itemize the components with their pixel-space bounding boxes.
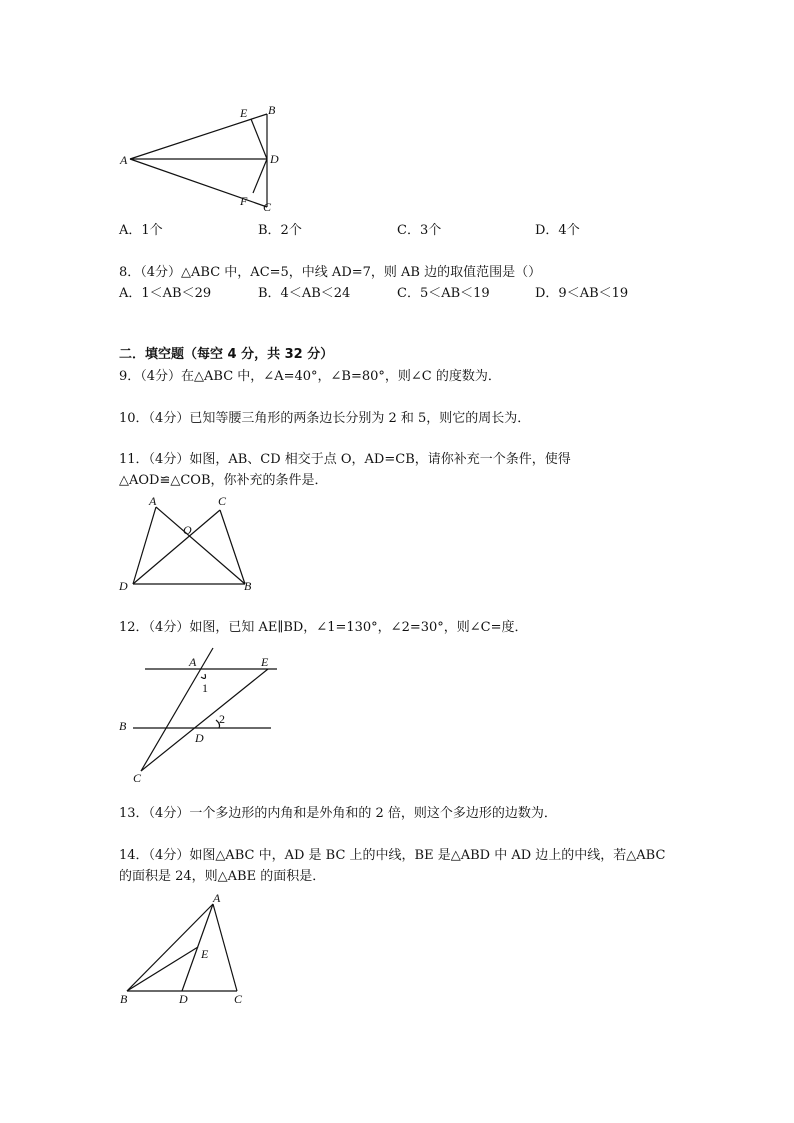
section-title: 二．填空题（每空 4 分，共 32 分） bbox=[119, 347, 334, 362]
q11-figure bbox=[115, 492, 260, 597]
q8-option-a[interactable]: A．1＜AB＜29 bbox=[119, 286, 212, 301]
q14-label-d: D bbox=[179, 992, 188, 1006]
q14-label-e: E bbox=[201, 947, 209, 961]
q14-figure bbox=[115, 890, 260, 1008]
q7-label-b: B bbox=[268, 103, 276, 117]
q7-label-f: F bbox=[240, 194, 248, 208]
q12-label-b: B bbox=[119, 719, 127, 733]
q14-label-b: B bbox=[120, 992, 128, 1006]
q14-stem-line2: 的面积是 24，则△ABE 的面积是． bbox=[119, 869, 326, 884]
q12-label-a: A bbox=[189, 655, 197, 669]
q7-label-e: E bbox=[240, 106, 248, 120]
q8-option-b[interactable]: B．4＜AB＜24 bbox=[258, 286, 351, 301]
q11-label-a: A bbox=[149, 494, 157, 508]
q8-option-d[interactable]: D．9＜AB＜19 bbox=[535, 286, 629, 301]
q11-label-c: C bbox=[218, 494, 227, 508]
q14-label-c: C bbox=[234, 992, 243, 1006]
q7-figure bbox=[115, 100, 285, 215]
q12-label-c: C bbox=[133, 771, 142, 785]
q13-stem: 13．（4分）一个多边形的内角和是外角和的 2 倍，则这个多边形的边数为． bbox=[119, 806, 557, 821]
q9-stem: 9．（4分）在△ABC 中，∠A=40°，∠B=80°，则∠C 的度数为． bbox=[119, 369, 501, 384]
q7-label-a: A bbox=[120, 153, 128, 167]
q11-label-d: D bbox=[119, 579, 128, 593]
q8-stem: 8．（4分）△ABC 中，AC=5，中线 AD=7，则 AB 边的取值范围是（） bbox=[119, 265, 542, 280]
q11-stem-line1: 11．（4分）如图，AB、CD 相交于点 O，AD=CB，请你补充一个条件，使得 bbox=[119, 452, 571, 467]
q14-stem-line1: 14．（4分）如图△ABC 中，AD 是 BC 上的中线，BE 是△ABD 中 AD 边上的中线，若△ABC bbox=[119, 848, 666, 863]
q11-label-b: B bbox=[244, 579, 252, 593]
q7-label-c: C bbox=[263, 200, 272, 214]
q12-figure bbox=[115, 648, 290, 790]
q12-label-angle1: 1 bbox=[202, 681, 208, 695]
q11-label-o: O bbox=[183, 523, 192, 537]
q8-option-c[interactable]: C．5＜AB＜19 bbox=[397, 286, 490, 301]
q7-option-a[interactable]: A．1个 bbox=[119, 223, 163, 238]
q12-label-d: D bbox=[195, 731, 204, 745]
q14-label-a: A bbox=[213, 891, 221, 905]
q12-label-angle2: 2 bbox=[219, 712, 225, 726]
q7-label-d: D bbox=[270, 152, 279, 166]
q12-stem: 12．（4分）如图，已知 AE∥BD，∠1=130°，∠2=30°，则∠C=度． bbox=[119, 620, 528, 635]
q11-stem-line2: △AOD≌△COB，你补充的条件是． bbox=[119, 473, 328, 488]
q7-option-b[interactable]: B．2个 bbox=[258, 223, 302, 238]
q12-label-e: E bbox=[261, 655, 269, 669]
q7-option-d[interactable]: D．4个 bbox=[535, 223, 580, 238]
q10-stem: 10．（4分）已知等腰三角形的两条边长分别为 2 和 5，则它的周长为． bbox=[119, 411, 531, 426]
q7-option-c[interactable]: C．3个 bbox=[397, 223, 442, 238]
